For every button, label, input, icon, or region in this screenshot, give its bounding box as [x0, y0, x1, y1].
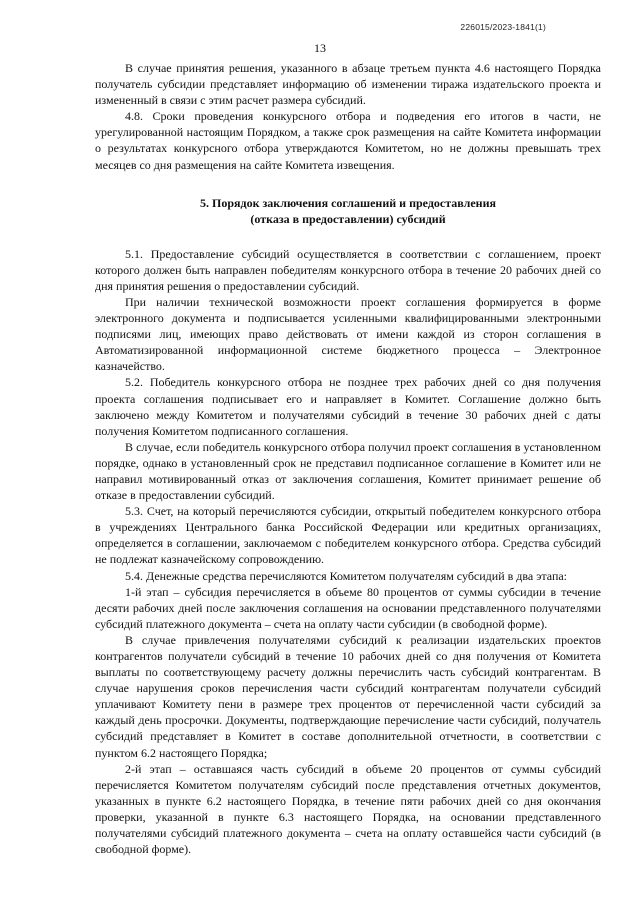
- section-5-heading: [95, 195, 601, 227]
- paragraph-5-2: 5.2. Победитель конкурсного отбора не позднее трех рабочих дней со дня получения проекта соглашения подписывает его и направляет в Комитет. Соглашение должно быть заключено между Комитетом и получателями субсидий в течение 30 рабочих дней с даты получения Комитетом подписанного соглашения.: [95, 375, 601, 438]
- paragraph-contractors: В случае привлечения получателями субсидий к реализации издательских проектов контрагентов получатели субсидий в течение 10 рабочих дней со дня получения от Комитета выплаты по соответствующему расчету должны перечислить часть субсидий контрагентам. В случае нарушения сроков перечисления части субсидий контрагентам получатели субсидий уплачивают Комитету пени в размере трех процентов от перечисленной части субсидий за каждый день просрочки. Документы, подтверждающие перечисление части субсидий, получатель субсидий представляет в Комитет в составе дополнительной отчетности, в соответствии с пунктом 6.2 настоящего Порядка;: [95, 632, 601, 760]
- paragraph-electronic-agreement: При наличии технической возможности проект соглашения формируется в форме электронного документа и подписывается усиленными квалифицированными электронными подписями лиц, имеющих право действовать от имени каждой из сторон соглашения в Автоматизированной информационной системе бюджетного процесса – Электронное казначейство.: [95, 294, 601, 374]
- paragraph-4-8: 4.8. Сроки проведения конкурсного отбора и подведения его итогов в части, не урегулированной настоящим Порядком, а также срок размещения на сайте Комитета информации о результатах конкурсного отбора утверждаются Комитетом, но не должны превышать трех месяцев со дня размещения на сайте Комитета извещения.: [95, 109, 601, 172]
- page-number: 13: [314, 41, 326, 55]
- paragraph-stage-2: 2-й этап – оставшаяся часть субсидий в объеме 20 процентов от суммы субсидий перечисляется Комитетом получателям субсидий после представления отчетных документов, указанных в пункте 6.2 настоящего Порядка, в течение пяти рабочих дней со дня окончания проверки, указанной в пункте 6.3 настоящего Порядка, на основании представленного получателями субсидий платежного документа – счета на оплату оставшейся части субсидий (в свободной форме).: [95, 761, 601, 857]
- section-title-line-2: (отказа в предоставлении) субсидий: [250, 211, 446, 226]
- paragraph-5-3: 5.3. Счет, на который перечисляются субсидии, открытый победителем конкурсного отбора в учреждениях Центрального банка Российской Федерации или кредитных организациях, определяется в соглашении, заключаемом с победителем конкурсного отбора. Средства субсидий не подлежат казначейскому сопровождению.: [95, 504, 601, 567]
- paragraph-stage-1: 1-й этап – субсидия перечисляется в объеме 80 процентов от суммы субсидии в течение десяти рабочих дней после заключения соглашения на основании представленного получателями субсидий платежного документа – счета на оплату части субсидии (в свободной форме).: [95, 584, 601, 631]
- paragraph-5-1: 5.1. Предоставление субсидий осуществляется в соответствии с соглашением, проект которого должен быть направлен победителям конкурсного отбора в течение 20 рабочих дней со дня принятия решения о предоставлении субсидий.: [95, 246, 601, 293]
- paragraph-5-4: 5.4. Денежные средства перечисляются Комитетом получателям субсидий в два этапа:: [125, 568, 568, 583]
- paragraph-tirazh-change: В случае принятия решения, указанного в абзаце третьем пункта 4.6 настоящего Порядка получатель субсидии представляет информацию об изменении тиража издательского проекта и измененный в связи с этим расчет размера субсидий.: [95, 61, 601, 108]
- paragraph-refusal: В случае, если победитель конкурсного отбора получил проект соглашения в установленном порядке, однако в установленный срок не представил подписанное соглашение в Комитет или не направил мотивированный отказ от заключения соглашения, Комитет принимает решение об отказе в предоставлении субсидий.: [95, 439, 601, 503]
- section-title-line-1: 5. Порядок заключения соглашений и предоставления: [200, 195, 496, 210]
- document-id: 226015/2023-1841(1): [460, 22, 546, 32]
- document-body: [95, 60, 601, 857]
